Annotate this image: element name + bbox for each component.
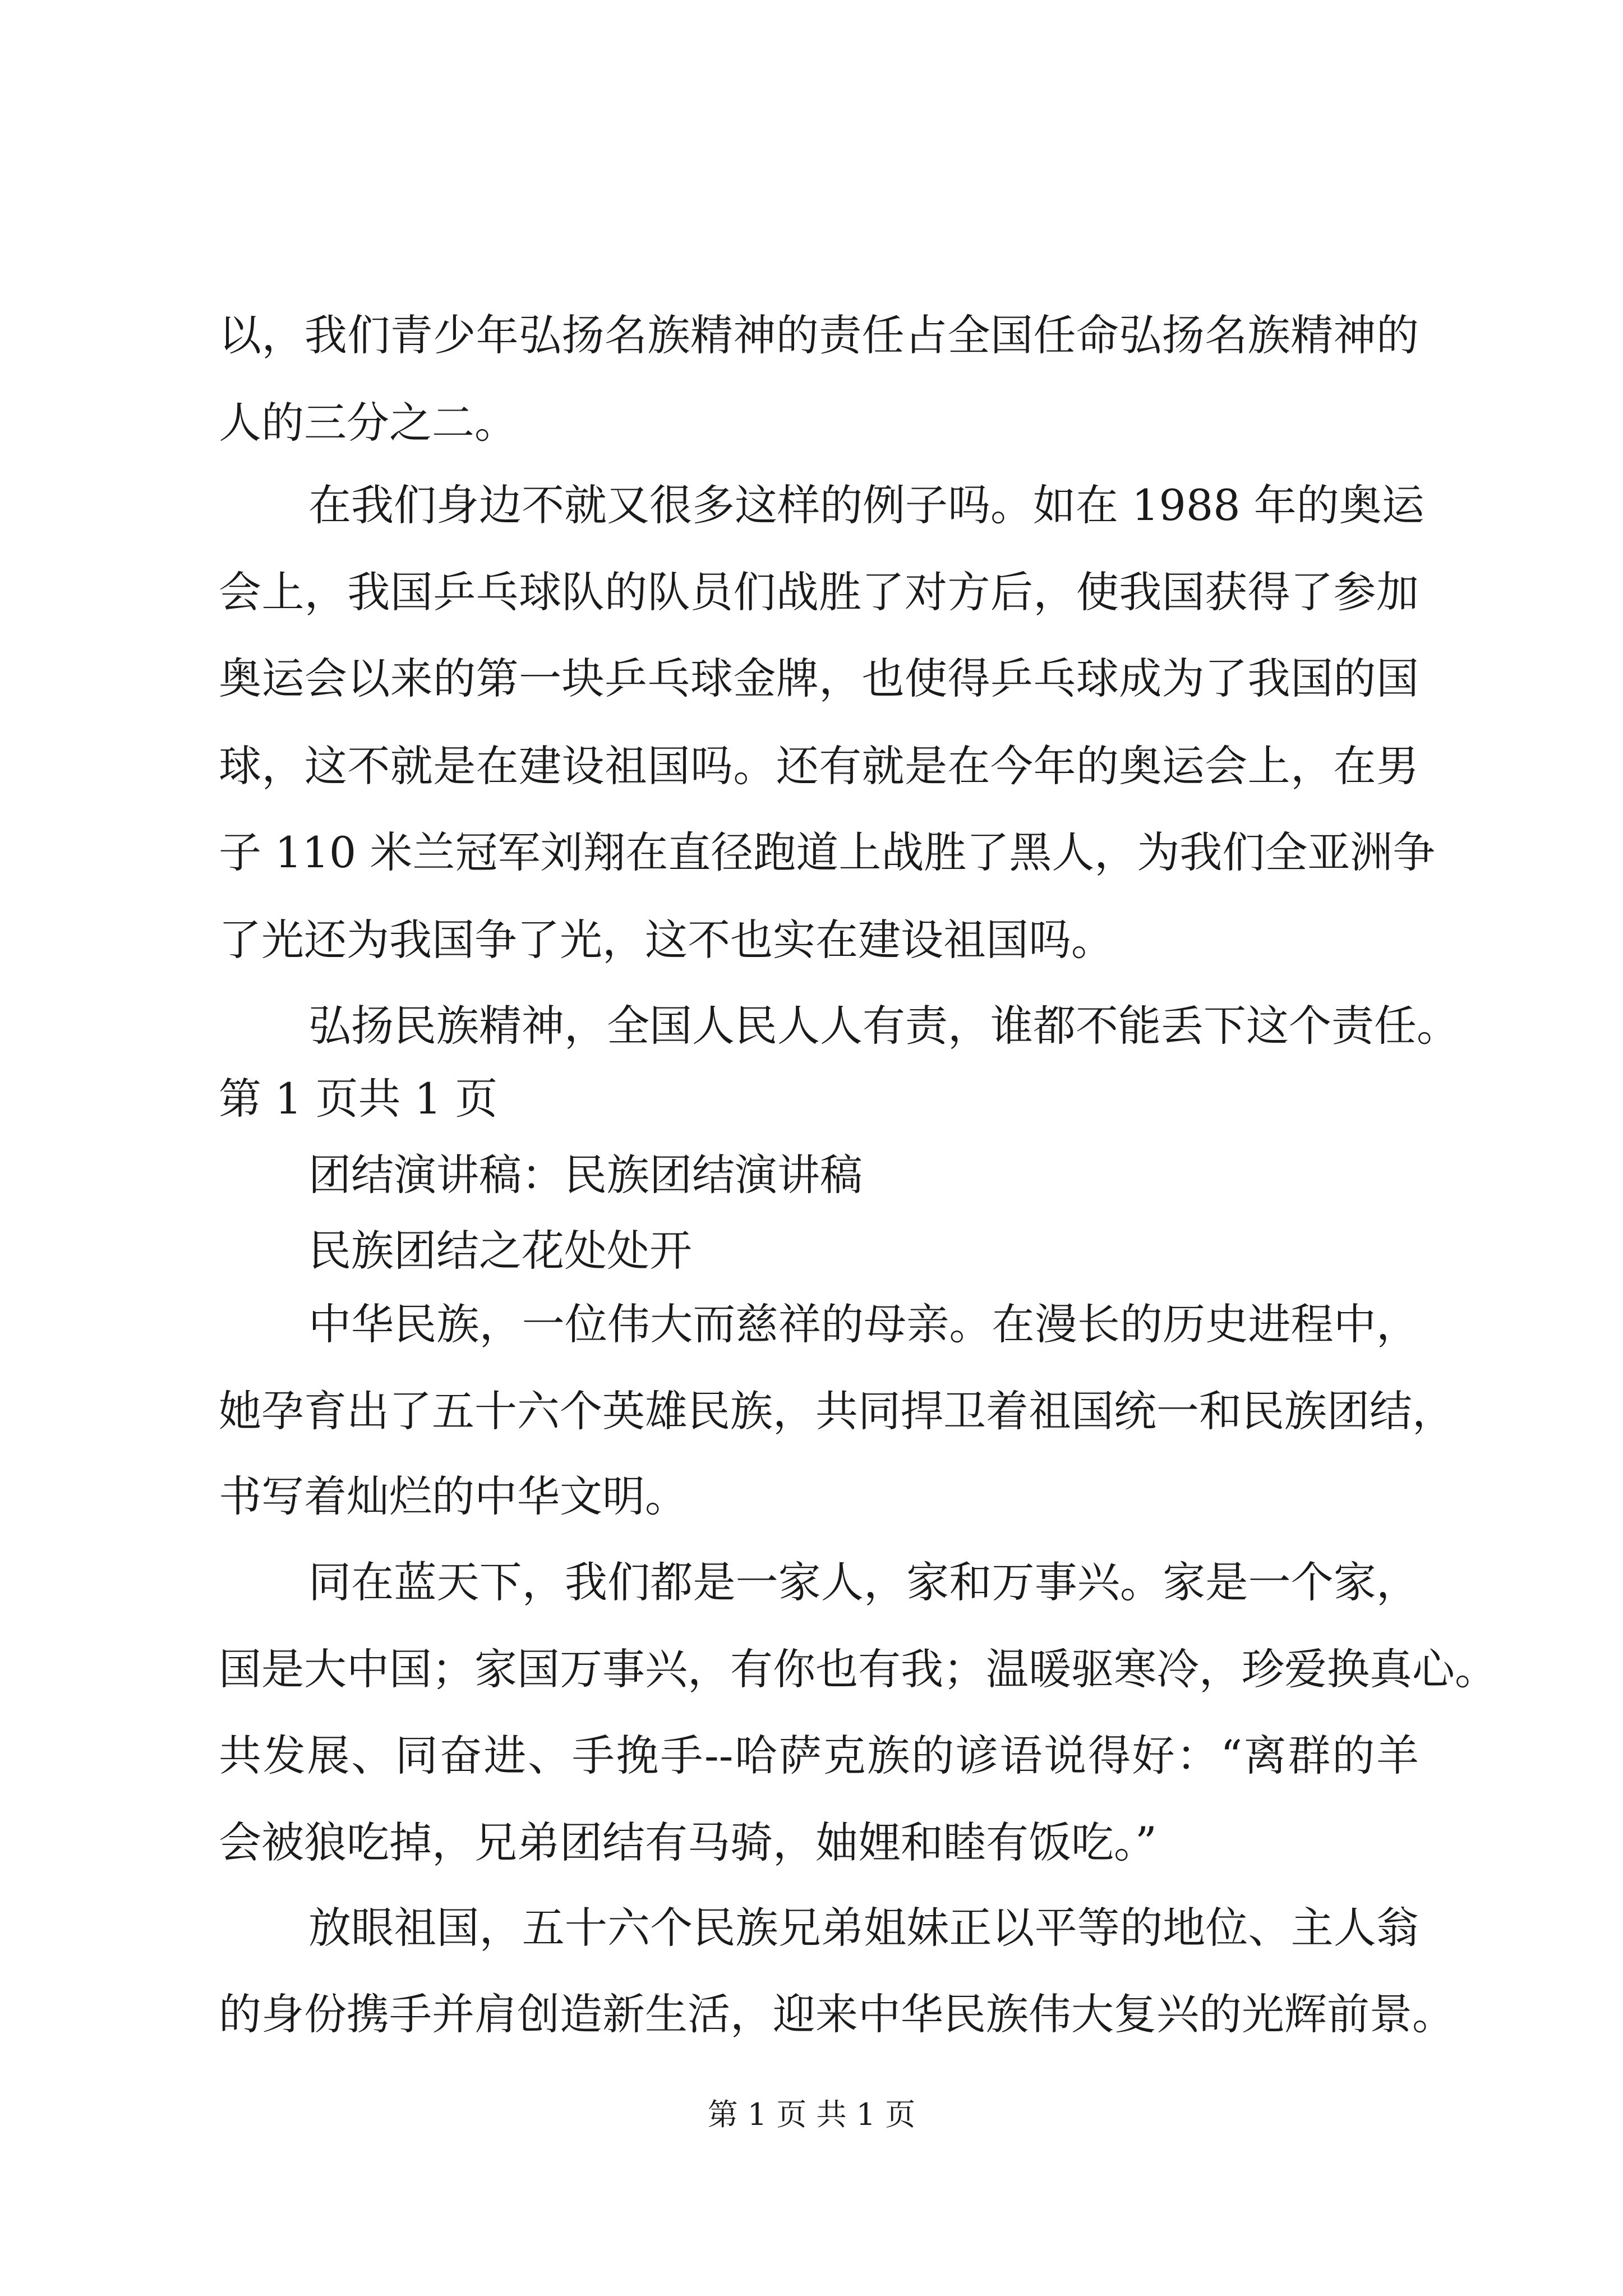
- paragraph-line: 书写着灿烂的中华文明。: [219, 1471, 688, 1521]
- paragraph-line: 子 110 米兰冠军刘翔在直径跑道上战胜了黑人，为我们全亚洲争: [219, 827, 1436, 877]
- page-footer: 第 1 页 共 1 页: [707, 2097, 916, 2132]
- article-title: 团结演讲稿：民族团结演讲稿: [308, 1150, 863, 1200]
- paragraph-line: 在我们身边不就又很多这样的例子吗。如在 1988 年的奥运: [308, 480, 1424, 530]
- paragraph-line: 会被狼吃掉，兄弟团结有马骑，妯娌和睦有饭吃。”: [219, 1818, 1157, 1867]
- paragraph-line: 她孕育出了五十六个英雄民族，共同捍卫着祖国统一和民族团结，: [219, 1386, 1455, 1436]
- paragraph-line: 会上，我国乒乓球队的队员们战胜了对方后，使我国获得了参加: [219, 567, 1419, 617]
- paragraph-line: 共发展、同奋进、手挽手--哈萨克族的谚语说得好：“离群的羊: [219, 1731, 1419, 1780]
- page-marker: 第 1 页共 1 页: [219, 1074, 498, 1124]
- paragraph-line: 弘扬民族精神，全国人民人人有责，谁都不能丢下这个责任。: [308, 1001, 1459, 1051]
- paragraph-line: 以，我们青少年弘扬名族精神的责任占全国任命弘扬名族精神的: [219, 310, 1419, 360]
- paragraph-line: 人的三分之二。: [219, 398, 517, 448]
- paragraph-line: 了光还为我国争了光，这不也实在建设祖国吗。: [219, 915, 1114, 965]
- paragraph-line: 同在蓝天下，我们都是一家人，家和万事兴。家是一个家，: [308, 1557, 1419, 1607]
- paragraph-line: 国是大中国；家国万事兴，有你也有我；温暖驱寒冷，珍爱换真心。: [219, 1644, 1497, 1694]
- article-subtitle: 民族团结之花处处开: [308, 1226, 692, 1276]
- paragraph-line: 球，这不就是在建设祖国吗。还有就是在今年的奥运会上，在男: [219, 741, 1419, 791]
- paragraph-line: 放眼祖国，五十六个民族兄弟姐妹正以平等的地位、主人翁: [308, 1903, 1419, 1953]
- paragraph-line: 奥运会以来的第一块乒乓球金牌，也使得乒乓球成为了我国的国: [219, 654, 1419, 703]
- paragraph-line: 中华民族，一位伟大而慈祥的母亲。在漫长的历史进程中，: [308, 1299, 1419, 1349]
- paragraph-line: 的身份携手并肩创造新生活，迎来中华民族伟大复兴的光辉前景。: [219, 1989, 1455, 2039]
